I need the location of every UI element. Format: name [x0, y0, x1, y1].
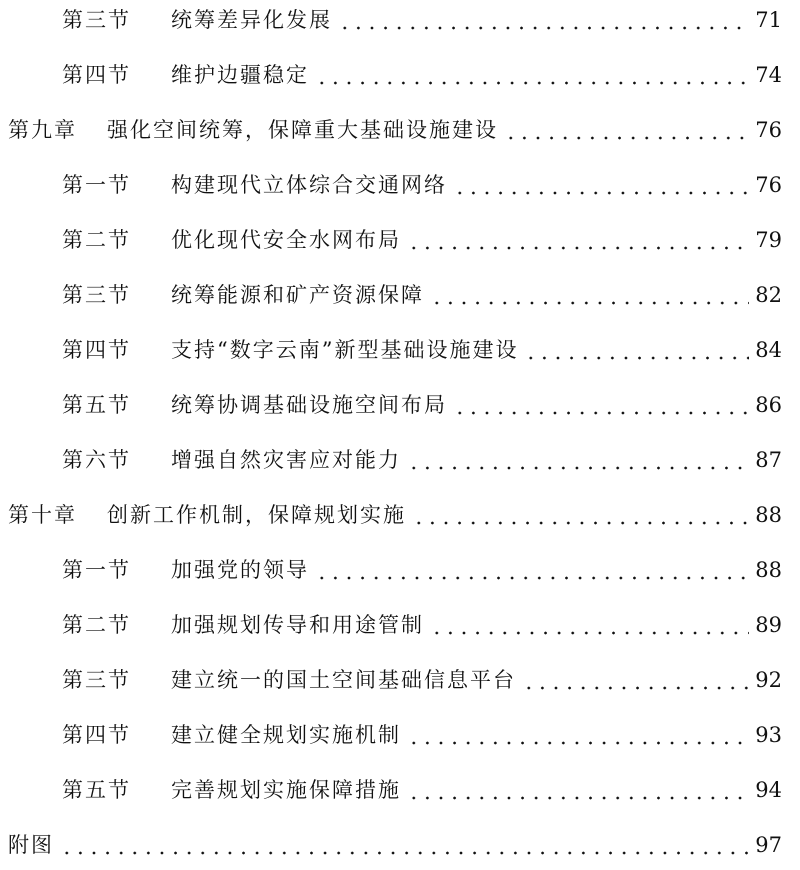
toc-entry-section[interactable]: [0, 385, 800, 425]
section-number: 第五节: [62, 778, 131, 802]
section-number: 第一节: [62, 173, 131, 197]
dot-leader: [407, 466, 749, 470]
chapter-number: 第十章: [8, 503, 77, 527]
dot-leader: [522, 686, 749, 690]
appendix-title: 附图: [8, 833, 54, 857]
section-number: 第三节: [62, 283, 131, 307]
dot-leader: [453, 411, 749, 415]
section-title: 支持“数字云南”新型基础设施建设: [171, 338, 519, 362]
section-title: 加强规划传导和用途管制: [171, 613, 424, 637]
toc-entry-label: [0, 495, 406, 535]
dot-leader: [524, 356, 749, 360]
page-number: 88: [755, 558, 782, 582]
toc-entry-label: [0, 440, 401, 480]
dot-leader: [430, 631, 749, 635]
section-title: 维护边疆稳定: [171, 63, 309, 87]
section-number: 第四节: [62, 338, 131, 362]
section-title: 统筹协调基础设施空间布局: [171, 393, 447, 417]
dot-leader: [60, 851, 749, 855]
page-number: 94: [755, 778, 782, 802]
page-number: 86: [755, 393, 782, 417]
page-number: 97: [755, 833, 782, 857]
page-number: 92: [755, 668, 782, 692]
page-number: 71: [755, 8, 782, 32]
section-number: 第二节: [62, 613, 131, 637]
section-title: 加强党的领导: [171, 558, 309, 582]
section-title: 增强自然灾害应对能力: [171, 448, 401, 472]
section-title: 统筹能源和矿产资源保障: [171, 283, 424, 307]
toc-entry-label: [0, 385, 447, 425]
section-title: 统筹差异化发展: [171, 8, 332, 32]
section-number: 第三节: [62, 8, 131, 32]
toc-entry-appendix[interactable]: [0, 825, 800, 865]
dot-leader: [407, 246, 749, 250]
chapter-title: 创新工作机制，保障规划实施: [107, 503, 406, 527]
section-number: 第四节: [62, 63, 131, 87]
page-number: 76: [755, 173, 782, 197]
toc-entry-section[interactable]: [0, 330, 800, 370]
section-number: 第二节: [62, 228, 131, 252]
toc-entry-section[interactable]: [0, 0, 800, 40]
toc-entry-label: [0, 605, 424, 645]
toc-entry-label: [0, 825, 54, 865]
section-title: 建立统一的国土空间基础信息平台: [171, 668, 516, 692]
toc-entry-label: [0, 110, 498, 150]
section-number: 第四节: [62, 723, 131, 747]
dot-leader: [430, 301, 749, 305]
page-number: 88: [755, 503, 782, 527]
dot-leader: [407, 796, 749, 800]
page-number: 87: [755, 448, 782, 472]
dot-leader: [453, 191, 749, 195]
section-title: 建立健全规划实施机制: [171, 723, 401, 747]
toc-entry-section[interactable]: [0, 605, 800, 645]
dot-leader: [338, 26, 749, 30]
toc-entry-label: [0, 165, 447, 205]
toc-entry-label: [0, 55, 309, 95]
toc-entry-section[interactable]: [0, 660, 800, 700]
page-number: 82: [755, 283, 782, 307]
section-number: 第六节: [62, 448, 131, 472]
toc-entry-label: [0, 770, 401, 810]
toc-entry-label: [0, 550, 309, 590]
page-number: 84: [755, 338, 782, 362]
toc-entry-section[interactable]: [0, 165, 800, 205]
page-number: 93: [755, 723, 782, 747]
page-number: 74: [755, 63, 782, 87]
toc-entry-label: [0, 330, 518, 370]
toc-entry-label: [0, 0, 332, 40]
toc-entry-section[interactable]: [0, 770, 800, 810]
section-title: 优化现代安全水网布局: [171, 228, 401, 252]
toc-entry-section[interactable]: [0, 715, 800, 755]
toc-entry-label: [0, 220, 401, 260]
page-number: 89: [755, 613, 782, 637]
toc-entry-section[interactable]: [0, 220, 800, 260]
toc-entry-section[interactable]: [0, 55, 800, 95]
dot-leader: [412, 521, 749, 525]
chapter-number: 第九章: [8, 118, 77, 142]
dot-leader: [504, 136, 749, 140]
section-title: 构建现代立体综合交通网络: [171, 173, 447, 197]
toc-entry-label: [0, 275, 424, 315]
section-number: 第五节: [62, 393, 131, 417]
toc-entry-section[interactable]: [0, 550, 800, 590]
toc-entry-label: [0, 660, 516, 700]
toc-entry-section[interactable]: [0, 275, 800, 315]
toc-entry-label: [0, 715, 401, 755]
toc-entry-section[interactable]: [0, 440, 800, 480]
section-title: 完善规划实施保障措施: [171, 778, 401, 802]
section-number: 第三节: [62, 668, 131, 692]
toc-entry-chapter[interactable]: [0, 495, 800, 535]
toc-entry-chapter[interactable]: [0, 110, 800, 150]
section-number: 第一节: [62, 558, 131, 582]
dot-leader: [315, 81, 749, 85]
chapter-title: 强化空间统筹，保障重大基础设施建设: [107, 118, 498, 142]
dot-leader: [315, 576, 749, 580]
page-number: 76: [755, 118, 782, 142]
dot-leader: [407, 741, 749, 745]
page-number: 79: [755, 228, 782, 252]
